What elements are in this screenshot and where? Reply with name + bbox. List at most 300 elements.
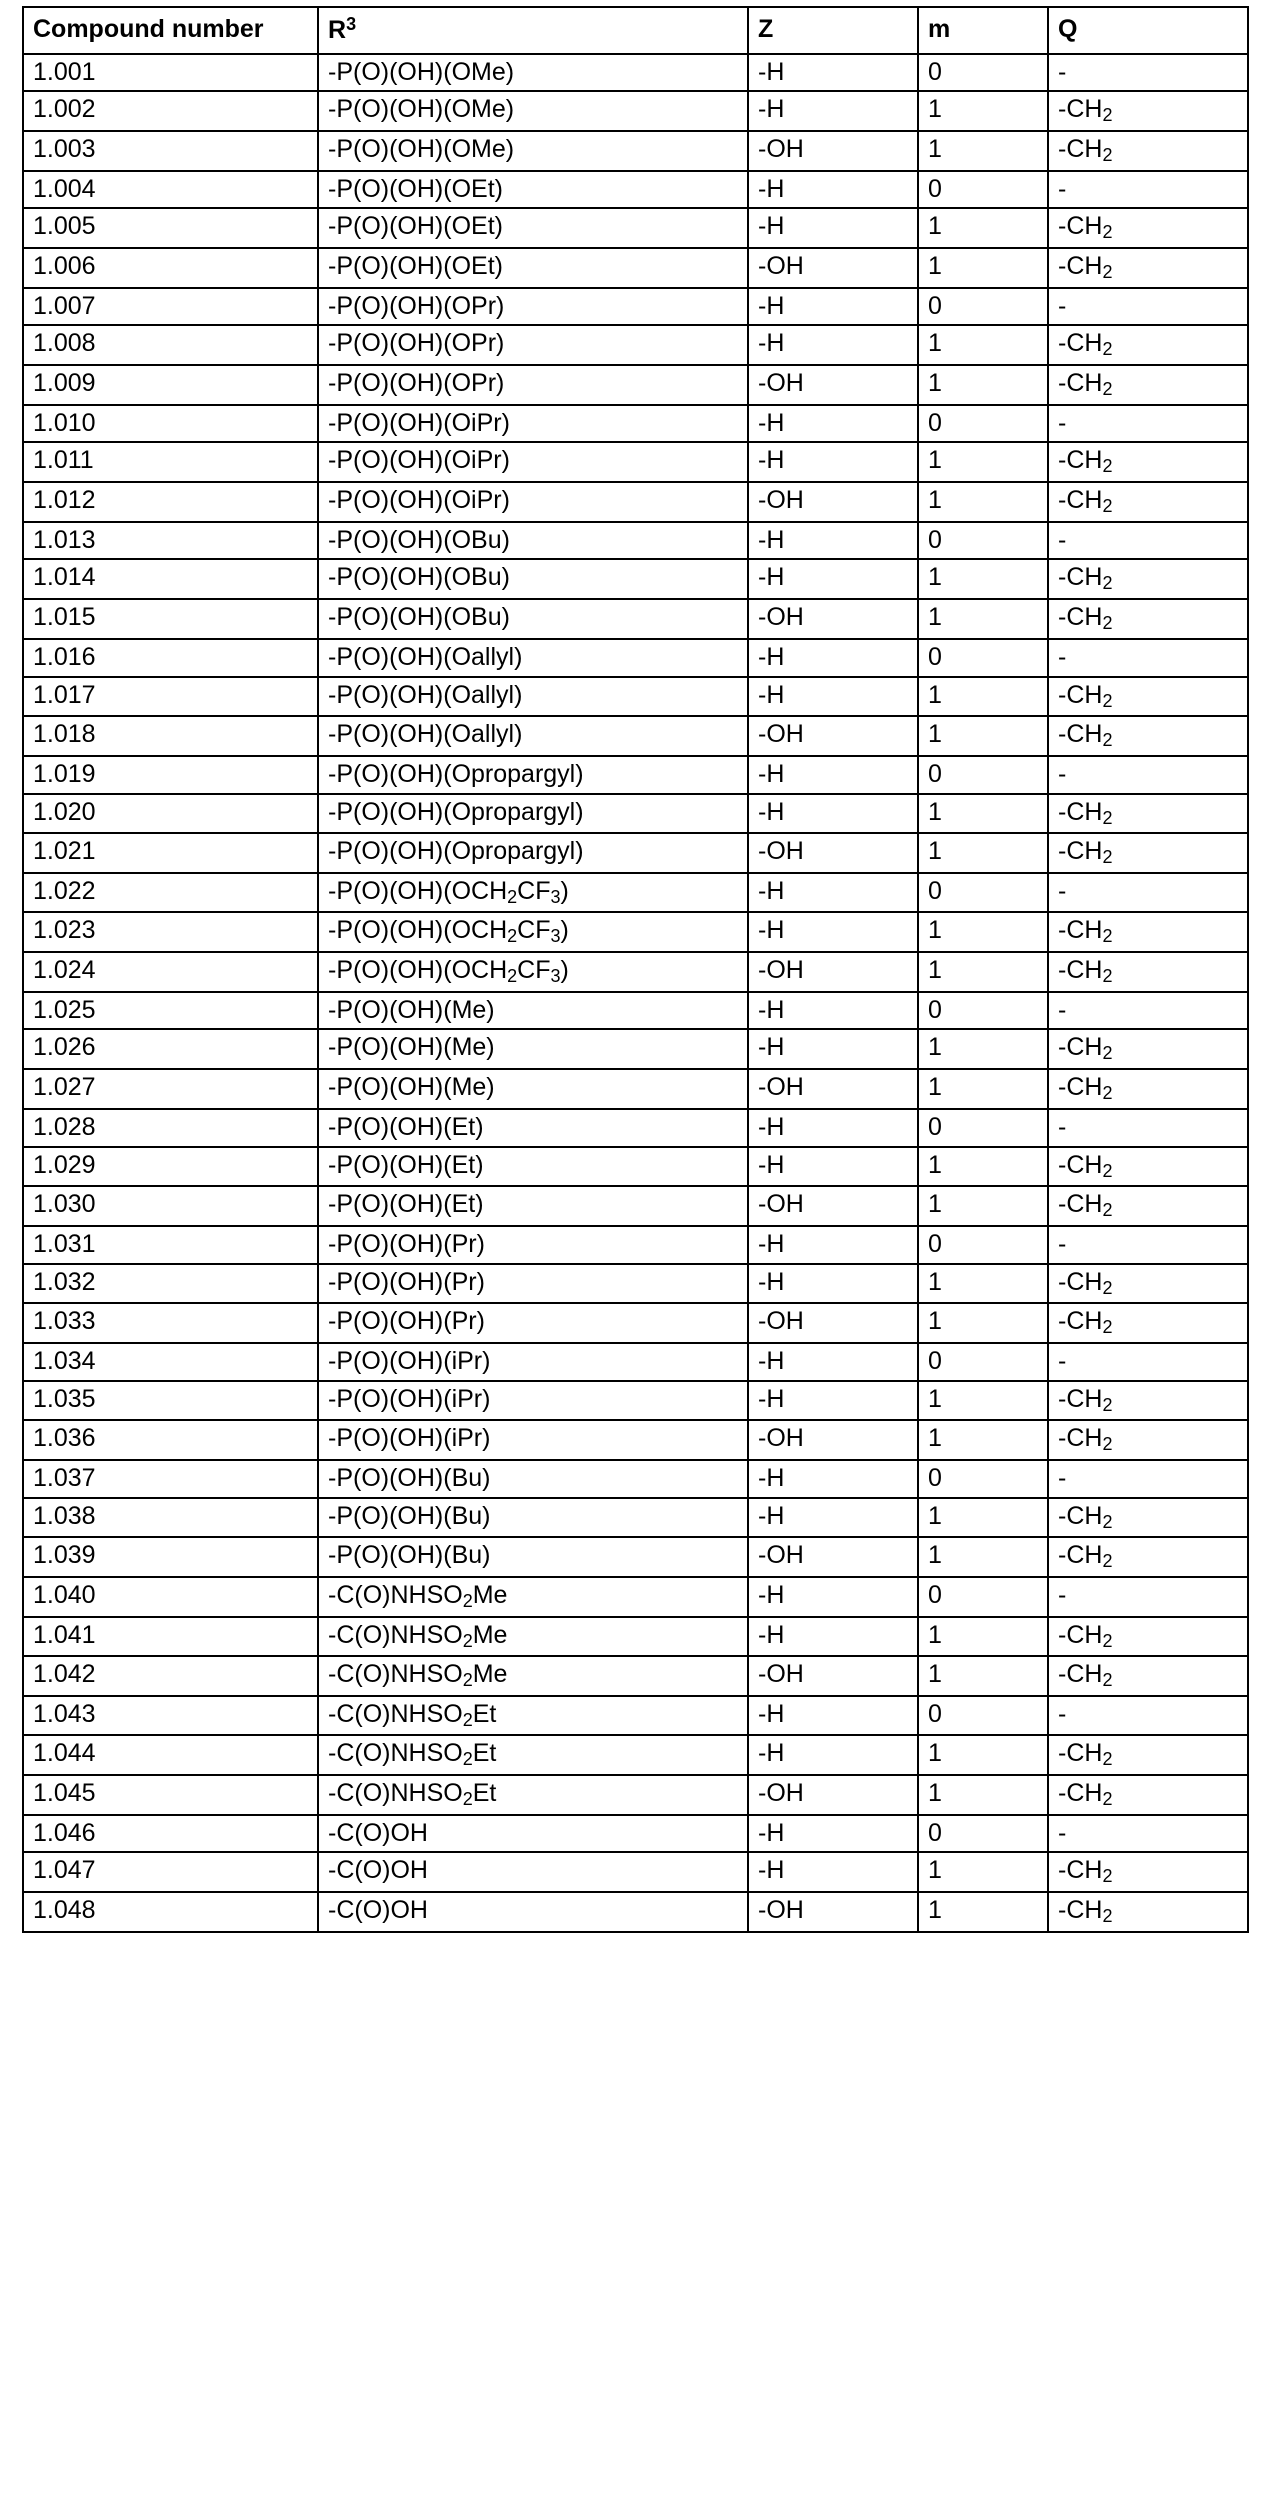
- cell-q: $-CH_2$: [1048, 677, 1248, 717]
- cell-r3: -P(O)(OH)(Pr): [318, 1303, 748, 1343]
- table-row: [23, 54, 1248, 92]
- cell-z: -OH: [748, 131, 918, 171]
- cell-r3: $-C(O)NHSO_2Et$: [318, 1775, 748, 1815]
- cell-m: 1: [918, 677, 1048, 717]
- table-row: [23, 1029, 1248, 1069]
- cell-z: -H: [748, 1381, 918, 1421]
- cell-compound-number: 1.015: [23, 599, 318, 639]
- cell-compound-number: 1.017: [23, 677, 318, 717]
- cell-compound-number: 1.023: [23, 912, 318, 952]
- cell-m: 1: [918, 1735, 1048, 1775]
- cell-m: 0: [918, 171, 1048, 209]
- column-header-m: m: [918, 7, 1048, 54]
- cell-m: 1: [918, 442, 1048, 482]
- cell-q: -: [1048, 1815, 1248, 1853]
- cell-z: -OH: [748, 1537, 918, 1577]
- cell-m: 1: [918, 1186, 1048, 1226]
- table-row: [23, 1109, 1248, 1147]
- cell-z: -H: [748, 405, 918, 443]
- cell-compound-number: 1.040: [23, 1577, 318, 1617]
- table-row: [23, 833, 1248, 873]
- cell-compound-number: 1.016: [23, 639, 318, 677]
- cell-r3: -P(O)(OH)(Opropargyl): [318, 833, 748, 873]
- cell-r3: -P(O)(OH)(Bu): [318, 1460, 748, 1498]
- cell-compound-number: 1.010: [23, 405, 318, 443]
- document-page: [0, 6, 1268, 1933]
- cell-m: 1: [918, 1617, 1048, 1657]
- cell-z: -OH: [748, 1892, 918, 1932]
- cell-r3: $-P(O)(OH)(OCH_2CF_3)$: [318, 952, 748, 992]
- cell-z: -H: [748, 912, 918, 952]
- table-row: [23, 522, 1248, 560]
- cell-z: -H: [748, 208, 918, 248]
- column-header-r3-superscript: 3: [346, 14, 357, 34]
- cell-m: 0: [918, 288, 1048, 326]
- cell-m: 1: [918, 131, 1048, 171]
- cell-compound-number: 1.011: [23, 442, 318, 482]
- table-row: [23, 1498, 1248, 1538]
- cell-r3: $-P(O)(OH)(OCH_2CF_3)$: [318, 873, 748, 913]
- cell-m: 1: [918, 325, 1048, 365]
- cell-z: -H: [748, 91, 918, 131]
- cell-compound-number: 1.035: [23, 1381, 318, 1421]
- cell-m: 0: [918, 1343, 1048, 1381]
- table-row: [23, 1735, 1248, 1775]
- cell-r3: -P(O)(OH)(OEt): [318, 248, 748, 288]
- cell-m: 1: [918, 1775, 1048, 1815]
- cell-compound-number: 1.021: [23, 833, 318, 873]
- cell-compound-number: 1.033: [23, 1303, 318, 1343]
- cell-compound-number: 1.032: [23, 1264, 318, 1304]
- cell-compound-number: 1.041: [23, 1617, 318, 1657]
- cell-r3: -P(O)(OH)(OiPr): [318, 405, 748, 443]
- table-row: [23, 325, 1248, 365]
- cell-z: -OH: [748, 833, 918, 873]
- cell-r3: $-C(O)NHSO_2Me$: [318, 1656, 748, 1696]
- cell-q: $-CH_2$: [1048, 208, 1248, 248]
- cell-q: -: [1048, 1577, 1248, 1617]
- cell-z: -OH: [748, 952, 918, 992]
- table-row: [23, 1226, 1248, 1264]
- cell-z: -H: [748, 1498, 918, 1538]
- cell-q: $-CH_2$: [1048, 559, 1248, 599]
- cell-q: $-CH_2$: [1048, 1381, 1248, 1421]
- cell-q: $-CH_2$: [1048, 1498, 1248, 1538]
- cell-r3: -P(O)(OH)(Pr): [318, 1264, 748, 1304]
- cell-compound-number: 1.004: [23, 171, 318, 209]
- cell-m: 1: [918, 1852, 1048, 1892]
- cell-q: -: [1048, 288, 1248, 326]
- cell-z: -OH: [748, 1186, 918, 1226]
- cell-z: -OH: [748, 248, 918, 288]
- cell-q: $-CH_2$: [1048, 325, 1248, 365]
- table-row: [23, 1381, 1248, 1421]
- cell-q: $-CH_2$: [1048, 1069, 1248, 1109]
- cell-q: $-CH_2$: [1048, 91, 1248, 131]
- cell-m: 1: [918, 952, 1048, 992]
- cell-q: $-CH_2$: [1048, 1892, 1248, 1932]
- table-row: [23, 1696, 1248, 1736]
- cell-r3: -P(O)(OH)(OMe): [318, 91, 748, 131]
- cell-compound-number: 1.039: [23, 1537, 318, 1577]
- table-row: [23, 1852, 1248, 1892]
- cell-compound-number: 1.014: [23, 559, 318, 599]
- table-row: [23, 873, 1248, 913]
- cell-z: -OH: [748, 716, 918, 756]
- cell-z: -H: [748, 1029, 918, 1069]
- cell-m: 0: [918, 639, 1048, 677]
- cell-compound-number: 1.005: [23, 208, 318, 248]
- cell-m: 1: [918, 1069, 1048, 1109]
- cell-z: -OH: [748, 365, 918, 405]
- cell-m: 1: [918, 1498, 1048, 1538]
- cell-compound-number: 1.030: [23, 1186, 318, 1226]
- cell-z: -H: [748, 1264, 918, 1304]
- cell-m: 1: [918, 482, 1048, 522]
- cell-compound-number: 1.046: [23, 1815, 318, 1853]
- cell-m: 1: [918, 833, 1048, 873]
- column-header-r3-base: R: [328, 16, 347, 45]
- cell-q: $-CH_2$: [1048, 131, 1248, 171]
- table-row: [23, 1815, 1248, 1853]
- cell-z: -OH: [748, 1775, 918, 1815]
- table-body: [23, 54, 1248, 1932]
- table-row: [23, 716, 1248, 756]
- cell-z: -H: [748, 1735, 918, 1775]
- table-row: [23, 208, 1248, 248]
- cell-r3: -P(O)(OH)(OPr): [318, 325, 748, 365]
- cell-q: $-CH_2$: [1048, 952, 1248, 992]
- cell-q: $-CH_2$: [1048, 1656, 1248, 1696]
- cell-compound-number: 1.025: [23, 992, 318, 1030]
- cell-z: -H: [748, 873, 918, 913]
- cell-m: 1: [918, 1147, 1048, 1187]
- cell-q: $-CH_2$: [1048, 1186, 1248, 1226]
- cell-r3: -P(O)(OH)(OPr): [318, 365, 748, 405]
- cell-m: 1: [918, 1381, 1048, 1421]
- cell-q: -: [1048, 639, 1248, 677]
- cell-q: -: [1048, 522, 1248, 560]
- cell-z: -OH: [748, 1069, 918, 1109]
- table-row: [23, 1892, 1248, 1932]
- compound-table: [22, 6, 1249, 1933]
- cell-z: -H: [748, 522, 918, 560]
- cell-z: -H: [748, 1696, 918, 1736]
- cell-q: $-CH_2$: [1048, 1147, 1248, 1187]
- cell-compound-number: 1.022: [23, 873, 318, 913]
- table-row: [23, 794, 1248, 834]
- cell-compound-number: 1.028: [23, 1109, 318, 1147]
- cell-q: $-CH_2$: [1048, 599, 1248, 639]
- cell-z: -H: [748, 1460, 918, 1498]
- cell-z: -H: [748, 54, 918, 92]
- cell-m: 1: [918, 1656, 1048, 1696]
- cell-r3: -P(O)(OH)(OPr): [318, 288, 748, 326]
- cell-q: $-CH_2$: [1048, 248, 1248, 288]
- cell-m: 0: [918, 522, 1048, 560]
- table-row: [23, 1656, 1248, 1696]
- cell-q: $-CH_2$: [1048, 1852, 1248, 1892]
- cell-r3: $-P(O)(OH)(OCH_2CF_3)$: [318, 912, 748, 952]
- cell-compound-number: 1.043: [23, 1696, 318, 1736]
- cell-compound-number: 1.031: [23, 1226, 318, 1264]
- cell-z: -H: [748, 1852, 918, 1892]
- cell-compound-number: 1.019: [23, 756, 318, 794]
- table-row: [23, 1264, 1248, 1304]
- cell-q: $-CH_2$: [1048, 1420, 1248, 1460]
- cell-z: -H: [748, 1147, 918, 1187]
- cell-m: 1: [918, 365, 1048, 405]
- cell-m: 1: [918, 716, 1048, 756]
- cell-m: 0: [918, 873, 1048, 913]
- cell-q: -: [1048, 405, 1248, 443]
- cell-q: $-CH_2$: [1048, 1303, 1248, 1343]
- table-row: [23, 365, 1248, 405]
- table-row: [23, 131, 1248, 171]
- cell-r3: -P(O)(OH)(Opropargyl): [318, 756, 748, 794]
- cell-r3: $-C(O)NHSO_2Et$: [318, 1735, 748, 1775]
- cell-r3: -P(O)(OH)(Me): [318, 1069, 748, 1109]
- cell-m: 0: [918, 756, 1048, 794]
- cell-compound-number: 1.042: [23, 1656, 318, 1696]
- table-row: [23, 1420, 1248, 1460]
- cell-q: $-CH_2$: [1048, 794, 1248, 834]
- cell-m: 0: [918, 1815, 1048, 1853]
- cell-compound-number: 1.047: [23, 1852, 318, 1892]
- cell-z: -H: [748, 1577, 918, 1617]
- cell-compound-number: 1.013: [23, 522, 318, 560]
- cell-z: -H: [748, 442, 918, 482]
- table-row: [23, 912, 1248, 952]
- cell-z: -H: [748, 992, 918, 1030]
- cell-r3: -P(O)(OH)(OiPr): [318, 442, 748, 482]
- cell-m: 1: [918, 559, 1048, 599]
- cell-r3: -P(O)(OH)(Me): [318, 992, 748, 1030]
- cell-r3: -P(O)(OH)(iPr): [318, 1381, 748, 1421]
- cell-r3: -P(O)(OH)(Et): [318, 1186, 748, 1226]
- cell-z: -H: [748, 1815, 918, 1853]
- table-row: [23, 992, 1248, 1030]
- table-header-row: [23, 7, 1248, 54]
- cell-m: 1: [918, 1264, 1048, 1304]
- cell-compound-number: 1.008: [23, 325, 318, 365]
- cell-z: -H: [748, 288, 918, 326]
- cell-r3: $-C(O)NHSO_2Et$: [318, 1696, 748, 1736]
- cell-compound-number: 1.029: [23, 1147, 318, 1187]
- cell-compound-number: 1.045: [23, 1775, 318, 1815]
- cell-z: -H: [748, 794, 918, 834]
- table-row: [23, 756, 1248, 794]
- cell-r3: $-C(O)NHSO_2Me$: [318, 1577, 748, 1617]
- cell-r3: -P(O)(OH)(OEt): [318, 208, 748, 248]
- cell-z: -OH: [748, 599, 918, 639]
- cell-q: -: [1048, 1226, 1248, 1264]
- cell-r3: -P(O)(OH)(Opropargyl): [318, 794, 748, 834]
- cell-q: $-CH_2$: [1048, 833, 1248, 873]
- column-header-compound-number: Compound number: [23, 7, 318, 54]
- cell-q: $-CH_2$: [1048, 442, 1248, 482]
- table-row: [23, 405, 1248, 443]
- cell-z: -H: [748, 639, 918, 677]
- cell-r3: -P(O)(OH)(Bu): [318, 1498, 748, 1538]
- table-row: [23, 1147, 1248, 1187]
- cell-r3: -P(O)(OH)(Pr): [318, 1226, 748, 1264]
- table-row: [23, 171, 1248, 209]
- cell-z: -H: [748, 171, 918, 209]
- cell-compound-number: 1.038: [23, 1498, 318, 1538]
- cell-r3: -P(O)(OH)(OBu): [318, 599, 748, 639]
- cell-r3: -P(O)(OH)(OiPr): [318, 482, 748, 522]
- cell-m: 1: [918, 912, 1048, 952]
- table-row: [23, 1537, 1248, 1577]
- cell-q: $-CH_2$: [1048, 1617, 1248, 1657]
- table-row: [23, 482, 1248, 522]
- cell-z: -H: [748, 1109, 918, 1147]
- cell-m: 0: [918, 54, 1048, 92]
- cell-m: 1: [918, 1029, 1048, 1069]
- cell-compound-number: 1.027: [23, 1069, 318, 1109]
- cell-q: -: [1048, 1696, 1248, 1736]
- cell-z: -OH: [748, 1303, 918, 1343]
- cell-r3: -P(O)(OH)(OEt): [318, 171, 748, 209]
- column-header-r3: [318, 7, 748, 54]
- cell-compound-number: 1.002: [23, 91, 318, 131]
- cell-z: -H: [748, 1343, 918, 1381]
- cell-m: 1: [918, 91, 1048, 131]
- cell-q: -: [1048, 756, 1248, 794]
- table-row: [23, 1186, 1248, 1226]
- cell-r3: -P(O)(OH)(OMe): [318, 131, 748, 171]
- table-row: [23, 559, 1248, 599]
- cell-r3: -C(O)OH: [318, 1892, 748, 1932]
- cell-m: 1: [918, 1892, 1048, 1932]
- cell-compound-number: 1.036: [23, 1420, 318, 1460]
- cell-q: $-CH_2$: [1048, 482, 1248, 522]
- table-row: [23, 1617, 1248, 1657]
- cell-q: -: [1048, 1460, 1248, 1498]
- cell-z: -H: [748, 325, 918, 365]
- cell-q: $-CH_2$: [1048, 1735, 1248, 1775]
- cell-r3: -P(O)(OH)(Et): [318, 1109, 748, 1147]
- cell-compound-number: 1.034: [23, 1343, 318, 1381]
- cell-m: 0: [918, 992, 1048, 1030]
- cell-q: -: [1048, 1109, 1248, 1147]
- cell-r3: -C(O)OH: [318, 1852, 748, 1892]
- cell-compound-number: 1.009: [23, 365, 318, 405]
- cell-q: $-CH_2$: [1048, 1537, 1248, 1577]
- cell-q: $-CH_2$: [1048, 1264, 1248, 1304]
- cell-r3: -P(O)(OH)(iPr): [318, 1420, 748, 1460]
- cell-m: 1: [918, 1303, 1048, 1343]
- table-row: [23, 1303, 1248, 1343]
- cell-z: -H: [748, 559, 918, 599]
- table-row: [23, 639, 1248, 677]
- cell-m: 1: [918, 794, 1048, 834]
- cell-compound-number: 1.026: [23, 1029, 318, 1069]
- cell-compound-number: 1.012: [23, 482, 318, 522]
- cell-compound-number: 1.001: [23, 54, 318, 92]
- cell-r3: -P(O)(OH)(OMe): [318, 54, 748, 92]
- table-row: [23, 1069, 1248, 1109]
- cell-r3: -P(O)(OH)(Et): [318, 1147, 748, 1187]
- cell-z: -OH: [748, 1420, 918, 1460]
- cell-q: $-CH_2$: [1048, 1029, 1248, 1069]
- table-row: [23, 91, 1248, 131]
- cell-r3: -P(O)(OH)(OBu): [318, 522, 748, 560]
- cell-compound-number: 1.044: [23, 1735, 318, 1775]
- cell-q: -: [1048, 54, 1248, 92]
- cell-compound-number: 1.018: [23, 716, 318, 756]
- cell-r3: -P(O)(OH)(Me): [318, 1029, 748, 1069]
- column-header-z: Z: [748, 7, 918, 54]
- cell-m: 0: [918, 1226, 1048, 1264]
- cell-m: 1: [918, 599, 1048, 639]
- cell-r3: -P(O)(OH)(OBu): [318, 559, 748, 599]
- cell-z: -OH: [748, 1656, 918, 1696]
- table-row: [23, 1343, 1248, 1381]
- cell-q: -: [1048, 873, 1248, 913]
- table-row: [23, 1775, 1248, 1815]
- cell-r3: -P(O)(OH)(Oallyl): [318, 677, 748, 717]
- cell-compound-number: 1.024: [23, 952, 318, 992]
- cell-compound-number: 1.020: [23, 794, 318, 834]
- cell-compound-number: 1.006: [23, 248, 318, 288]
- cell-q: -: [1048, 171, 1248, 209]
- cell-m: 0: [918, 1460, 1048, 1498]
- cell-z: -H: [748, 1226, 918, 1264]
- cell-z: -OH: [748, 482, 918, 522]
- cell-z: -H: [748, 677, 918, 717]
- cell-r3: -P(O)(OH)(Oallyl): [318, 639, 748, 677]
- table-header: [23, 7, 1248, 54]
- cell-z: -H: [748, 1617, 918, 1657]
- table-row: [23, 1460, 1248, 1498]
- cell-r3: -P(O)(OH)(iPr): [318, 1343, 748, 1381]
- cell-m: 0: [918, 405, 1048, 443]
- cell-r3: -C(O)OH: [318, 1815, 748, 1853]
- column-header-q: Q: [1048, 7, 1248, 54]
- cell-q: $-CH_2$: [1048, 1775, 1248, 1815]
- cell-q: -: [1048, 992, 1248, 1030]
- cell-r3: -P(O)(OH)(Bu): [318, 1537, 748, 1577]
- cell-q: $-CH_2$: [1048, 912, 1248, 952]
- cell-compound-number: 1.003: [23, 131, 318, 171]
- table-row: [23, 248, 1248, 288]
- cell-compound-number: 1.037: [23, 1460, 318, 1498]
- table-row: [23, 1577, 1248, 1617]
- cell-m: 1: [918, 248, 1048, 288]
- cell-compound-number: 1.048: [23, 1892, 318, 1932]
- table-row: [23, 952, 1248, 992]
- cell-q: $-CH_2$: [1048, 365, 1248, 405]
- cell-m: 0: [918, 1577, 1048, 1617]
- cell-m: 0: [918, 1696, 1048, 1736]
- cell-z: -H: [748, 756, 918, 794]
- cell-r3: -P(O)(OH)(Oallyl): [318, 716, 748, 756]
- cell-q: -: [1048, 1343, 1248, 1381]
- cell-m: 0: [918, 1109, 1048, 1147]
- cell-m: 1: [918, 1537, 1048, 1577]
- table-row: [23, 442, 1248, 482]
- cell-q: $-CH_2$: [1048, 716, 1248, 756]
- cell-compound-number: 1.007: [23, 288, 318, 326]
- table-row: [23, 599, 1248, 639]
- cell-r3: $-C(O)NHSO_2Me$: [318, 1617, 748, 1657]
- table-row: [23, 677, 1248, 717]
- table-row: [23, 288, 1248, 326]
- cell-m: 1: [918, 1420, 1048, 1460]
- cell-m: 1: [918, 208, 1048, 248]
